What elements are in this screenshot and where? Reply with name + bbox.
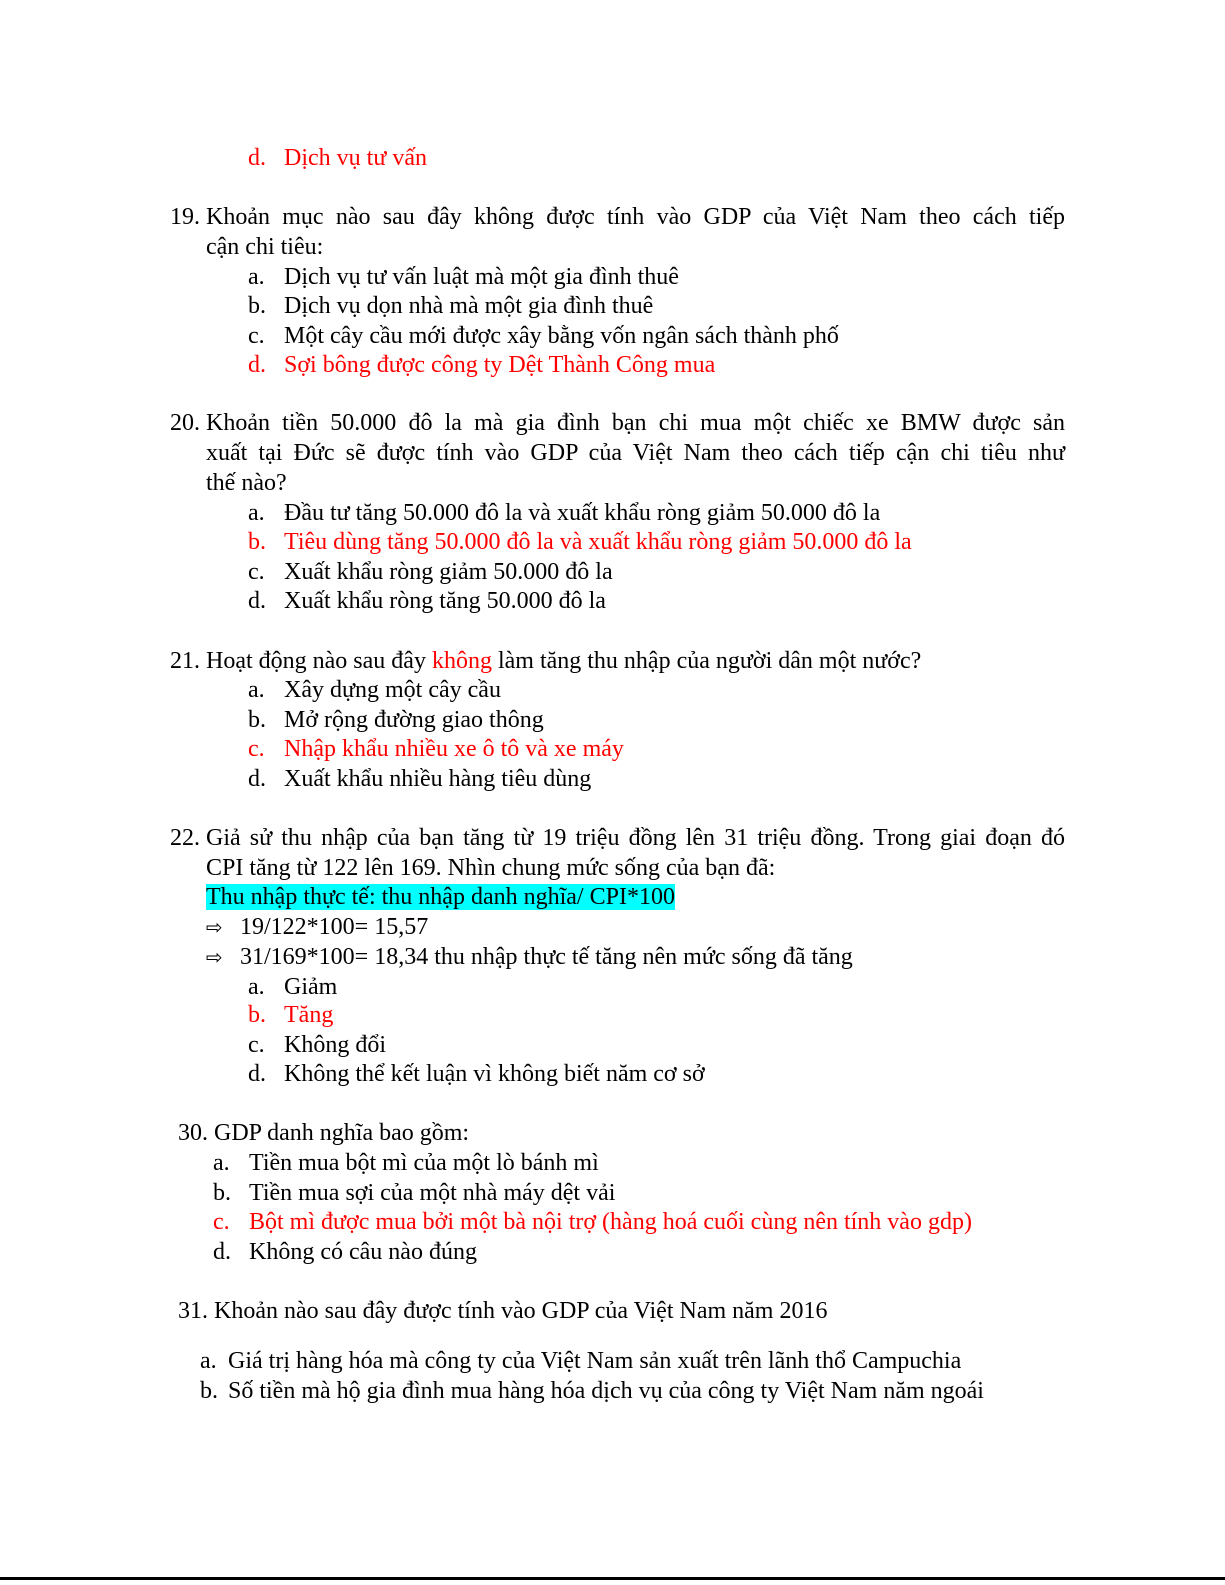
option-text: Tiền mua sợi của một nhà máy dệt vải [249, 1180, 616, 1206]
option-label: a. [213, 1150, 230, 1176]
option-text: Xuất khẩu nhiều hàng tiêu dùng [284, 766, 592, 792]
page-bottom-border [0, 1577, 1225, 1580]
option-text: Không đổi [284, 1032, 386, 1058]
q22-line2: CPI tăng từ 122 lên 169. Nhìn chung mức sống của bạn đã: [206, 855, 776, 881]
q30-option-c-answer [213, 1207, 972, 1237]
option-text: Mở rộng đường giao thông [284, 707, 544, 733]
prev-option-d [248, 143, 427, 173]
option-label: a. [248, 677, 265, 703]
question-text-post: làm tăng thu nhập của người dân một nước? [491, 648, 922, 674]
option-text: Giá trị hàng hóa mà công ty của Việt Nam sản xuất trên lãnh thổ Campuchia [228, 1348, 962, 1374]
option-label: b. [248, 707, 266, 733]
option-text: Nhập khẩu nhiều xe ô tô và xe máy [284, 736, 624, 762]
q30-option-b [213, 1178, 615, 1208]
q20-option-b-answer [248, 527, 912, 557]
q20-line1 [170, 408, 1065, 438]
q22-line1 [170, 823, 1065, 853]
q20-line2: xuất tại Đức sẽ được tính vào GDP của Việt Nam theo cách tiếp cận chi tiêu như [206, 440, 1065, 466]
q30-option-d [213, 1237, 477, 1267]
option-label: c. [248, 559, 265, 585]
option-label: b. [200, 1378, 218, 1404]
q19-line2: cận chi tiêu: [206, 234, 324, 260]
q20-option-a [248, 498, 880, 528]
question-text: Khoản tiền 50.000 đô la mà gia đình bạn chi mua một chiếc xe BMW được sản [206, 410, 1065, 436]
q21-option-a [248, 675, 501, 705]
option-label: b. [248, 1002, 266, 1028]
q22-calc-1 [206, 912, 428, 942]
option-label: d. [248, 352, 266, 378]
q19-line1 [170, 202, 1065, 232]
option-label: a. [248, 500, 265, 526]
option-label: a. [248, 264, 265, 290]
q22-option-a [248, 972, 337, 1002]
q22-option-b-answer [248, 1000, 333, 1030]
q31-option-b [200, 1376, 984, 1406]
option-text: Một cây cầu mới được xây bằng vốn ngân sách thành phố [284, 323, 839, 349]
question-number: 19. [170, 204, 200, 230]
option-text: Sợi bông được công ty Dệt Thành Công mua [284, 352, 716, 378]
q31-title: 31. Khoản nào sau đây được tính vào GDP của Việt Nam năm 2016 [178, 1298, 828, 1324]
q19-option-c [248, 321, 839, 351]
q22-option-c [248, 1030, 386, 1060]
option-label: b. [248, 529, 266, 555]
option-text: Dịch vụ tư vấn luật mà một gia đình thuê [284, 264, 679, 290]
arrow-right-icon: ⇨ [206, 945, 223, 969]
option-text: Tiêu dùng tăng 50.000 đô la và xuất khẩu ròng giảm 50.000 đô la [284, 529, 912, 555]
option-label: d. [213, 1239, 231, 1265]
q31-option-a [200, 1346, 961, 1376]
option-text: Dịch vụ dọn nhà mà một gia đình thuê [284, 293, 654, 319]
q22-option-d [248, 1059, 705, 1089]
q30-title: 30. GDP danh nghĩa bao gồm: [178, 1120, 470, 1146]
question-number: 20. [170, 410, 200, 436]
option-label: b. [213, 1180, 231, 1206]
option-label: c. [248, 323, 265, 349]
option-text: Không có câu nào đúng [249, 1239, 477, 1265]
option-label: d. [248, 1061, 266, 1087]
q19-option-a [248, 262, 679, 292]
q30-option-a [213, 1148, 599, 1178]
option-label: d. [248, 766, 266, 792]
q22-formula [206, 882, 675, 912]
option-text: Số tiền mà hộ gia đình mua hàng hóa dịch vụ của công ty Việt Nam năm ngoái [228, 1378, 984, 1404]
question-text-pre: Hoạt động nào sau đây [206, 648, 432, 674]
q21-option-b [248, 705, 544, 735]
q19-option-b [248, 291, 653, 321]
arrow-right-icon: ⇨ [206, 915, 223, 939]
option-label: c. [248, 1032, 265, 1058]
option-text: Xây dựng một cây cầu [284, 677, 501, 703]
q20-option-c [248, 557, 613, 587]
option-label: a. [200, 1348, 217, 1374]
question-text: Giả sử thu nhập của bạn tăng từ 19 triệu đồng lên 31 triệu đồng. Trong giai đoạn đó [206, 825, 1065, 851]
option-label: c. [248, 736, 265, 762]
highlighted-formula: Thu nhập thực tế: thu nhập danh nghĩa/ CPI*100 [206, 884, 675, 910]
question-number: 21. [170, 648, 200, 674]
option-text: Xuất khẩu ròng giảm 50.000 đô la [284, 559, 613, 585]
q20-line3: thế nào? [206, 470, 287, 496]
calc-text: 19/122*100= 15,57 [240, 914, 429, 940]
q22-calc-2 [206, 942, 853, 972]
option-text: Tiền mua bột mì của một lò bánh mì [249, 1150, 599, 1176]
q21-option-c-answer [248, 734, 624, 764]
option-text: Xuất khẩu ròng tăng 50.000 đô la [284, 588, 606, 614]
q21-option-d [248, 764, 591, 794]
option-text: Giảm [284, 974, 338, 1000]
q21-line1 [170, 646, 921, 676]
option-text: Bột mì được mua bởi một bà nội trợ (hàng hoá cuối cùng nên tính vào gdp) [249, 1209, 972, 1235]
option-text: Đầu tư tăng 50.000 đô la và xuất khẩu ròng giảm 50.000 đô la [284, 500, 881, 526]
option-text: Tăng [284, 1002, 334, 1028]
calc-text: 31/169*100= 18,34 thu nhập thực tế tăng nên mức sống đã tăng [240, 944, 853, 970]
option-text: Dịch vụ tư vấn [284, 145, 427, 171]
q20-option-d [248, 586, 606, 616]
option-label: d. [248, 145, 266, 171]
question-text: Khoản mục nào sau đây không được tính vào GDP của Việt Nam theo cách tiếp [206, 204, 1065, 230]
option-text: Không thể kết luận vì không biết năm cơ sở [284, 1061, 705, 1087]
question-number: 22. [170, 825, 200, 851]
option-label: b. [248, 293, 266, 319]
q19-option-d-answer [248, 350, 715, 380]
option-label: c. [213, 1209, 230, 1235]
option-label: a. [248, 974, 265, 1000]
option-label: d. [248, 588, 266, 614]
question-emphasis: không [431, 648, 492, 674]
